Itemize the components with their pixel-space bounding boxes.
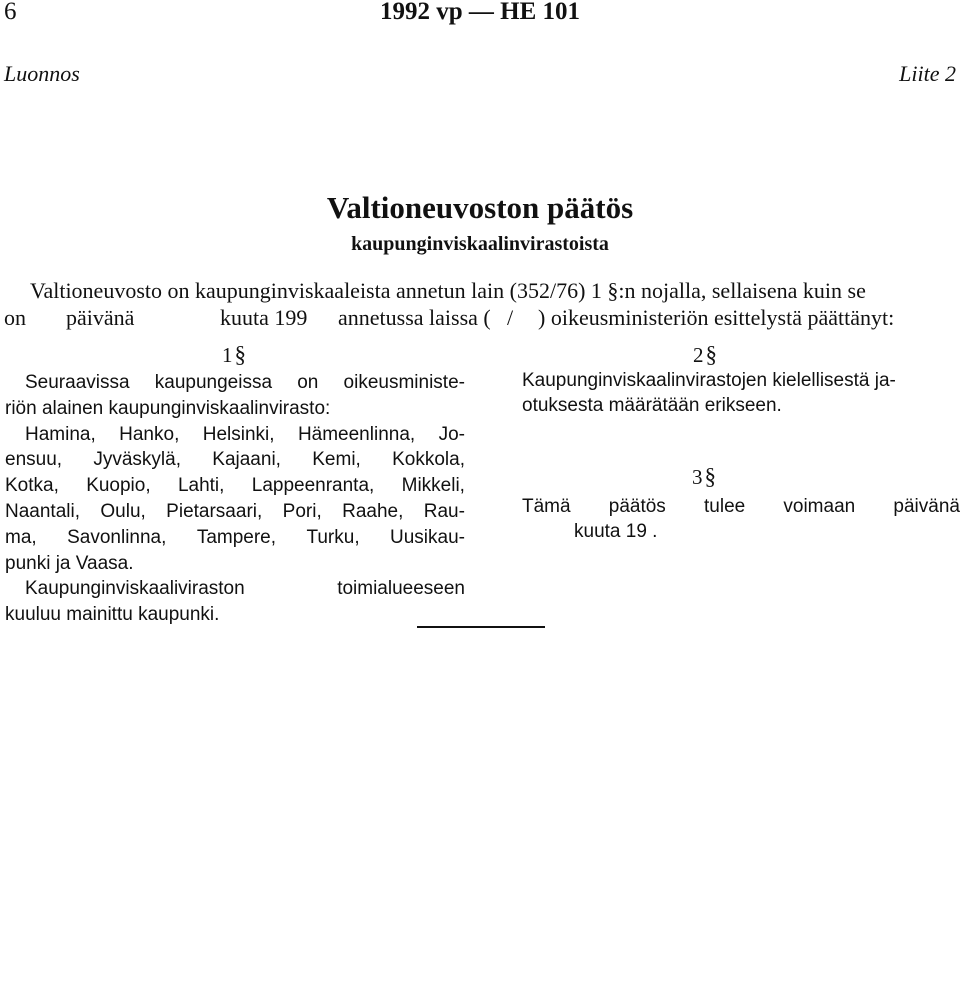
word: Lahti, [177, 475, 225, 497]
word: toimialueeseen [337, 578, 465, 600]
running-head: 1992 vp — HE 101 [379, 0, 581, 25]
section-1-heading [222, 342, 246, 368]
document-title: Valtioneuvoston päätös [326, 190, 634, 225]
word: on [297, 372, 319, 393]
section-symbol: § [234, 342, 246, 367]
word: Hanko, [119, 423, 180, 445]
word: Hämeenlinna, [297, 423, 416, 445]
section-1-line: riön alainen kaupunginviskaalinvirasto: [5, 397, 331, 419]
word: Turku, [306, 526, 360, 548]
section-3-line-2: kuuta 19 . [574, 521, 658, 542]
word: Jyväskylä, [93, 449, 181, 471]
preamble-word: on [4, 305, 26, 330]
document-subtitle: kaupunginviskaalinvirastoista [351, 233, 609, 255]
word: ensuu, [5, 449, 63, 471]
word: ma, [5, 526, 37, 548]
section-number: 2 [693, 343, 704, 367]
word: Uusikau- [390, 526, 465, 548]
word: Kokkola, [392, 449, 465, 471]
preamble-word: annetussa laissa ( [338, 305, 491, 330]
section-number: 1 [222, 343, 233, 367]
word: Mikkeli, [401, 475, 465, 497]
word: Helsinki, [202, 423, 275, 445]
word: Savonlinna, [67, 526, 167, 548]
section-1-line: punki ja Vaasa. [5, 552, 134, 574]
word: Seuraavissa [25, 372, 130, 393]
word: päätös [608, 496, 666, 517]
word: tulee [704, 496, 746, 517]
draft-label: Luonnos [4, 61, 80, 86]
section-1-line [5, 475, 465, 497]
word: Tampere, [196, 526, 277, 548]
annex-label: Liite 2 [899, 61, 956, 86]
section-symbol: § [705, 342, 717, 367]
word: Oulu, [100, 501, 146, 522]
word: Pori, [282, 501, 322, 522]
page-number: 6 [4, 0, 17, 25]
section-number: 3 [692, 465, 703, 489]
word: Jo- [438, 423, 465, 445]
section-1-line: kuuluu mainittu kaupunki. [5, 604, 220, 626]
word: Kaupunginviskaaliviraston [25, 578, 245, 600]
word: Tämä [522, 496, 571, 517]
word: Kuopio, [86, 475, 151, 497]
section-1-line [5, 449, 465, 471]
word: päivänä [893, 496, 960, 517]
section-1-line [5, 527, 465, 549]
word: kaupungeissa [154, 372, 273, 393]
end-rule [417, 626, 545, 628]
word: Raahe, [342, 501, 404, 522]
word: Kemi, [312, 449, 361, 471]
word: Hamina, [25, 423, 96, 445]
word: Lappeenranta, [251, 475, 375, 497]
word: Naantali, [5, 501, 80, 522]
word: Kajaani, [212, 449, 281, 471]
preamble-line-1: Valtioneuvosto on kaupunginviskaaleista annetun lain (352/76) 1 §:n nojalla, sellaisena kuin se [30, 278, 866, 303]
word: voimaan [783, 496, 856, 517]
word: Rau- [423, 501, 465, 522]
section-symbol: § [704, 464, 716, 489]
section-2-line-1: Kaupunginviskaalinvirastojen kielellisestä ja- [522, 370, 896, 391]
section-1-line [25, 578, 465, 600]
preamble-word: ) oikeusministeriön esittelystä päättänyt: [538, 305, 895, 330]
preamble-word: kuuta 199 [220, 305, 308, 330]
word: oikeusministe- [343, 372, 465, 393]
section-3-line-1 [522, 496, 960, 518]
word: Pietarsaari, [166, 501, 263, 522]
section-3-heading [692, 464, 716, 490]
section-1-line [5, 501, 465, 523]
section-1-line [25, 372, 465, 394]
section-2-heading [693, 342, 717, 368]
section-2-line-2: otuksesta määrätään erikseen. [522, 395, 782, 416]
preamble-word: / [507, 305, 514, 330]
preamble-word: päivänä [66, 305, 135, 330]
section-1-line [25, 424, 465, 446]
word: Kotka, [5, 475, 59, 497]
